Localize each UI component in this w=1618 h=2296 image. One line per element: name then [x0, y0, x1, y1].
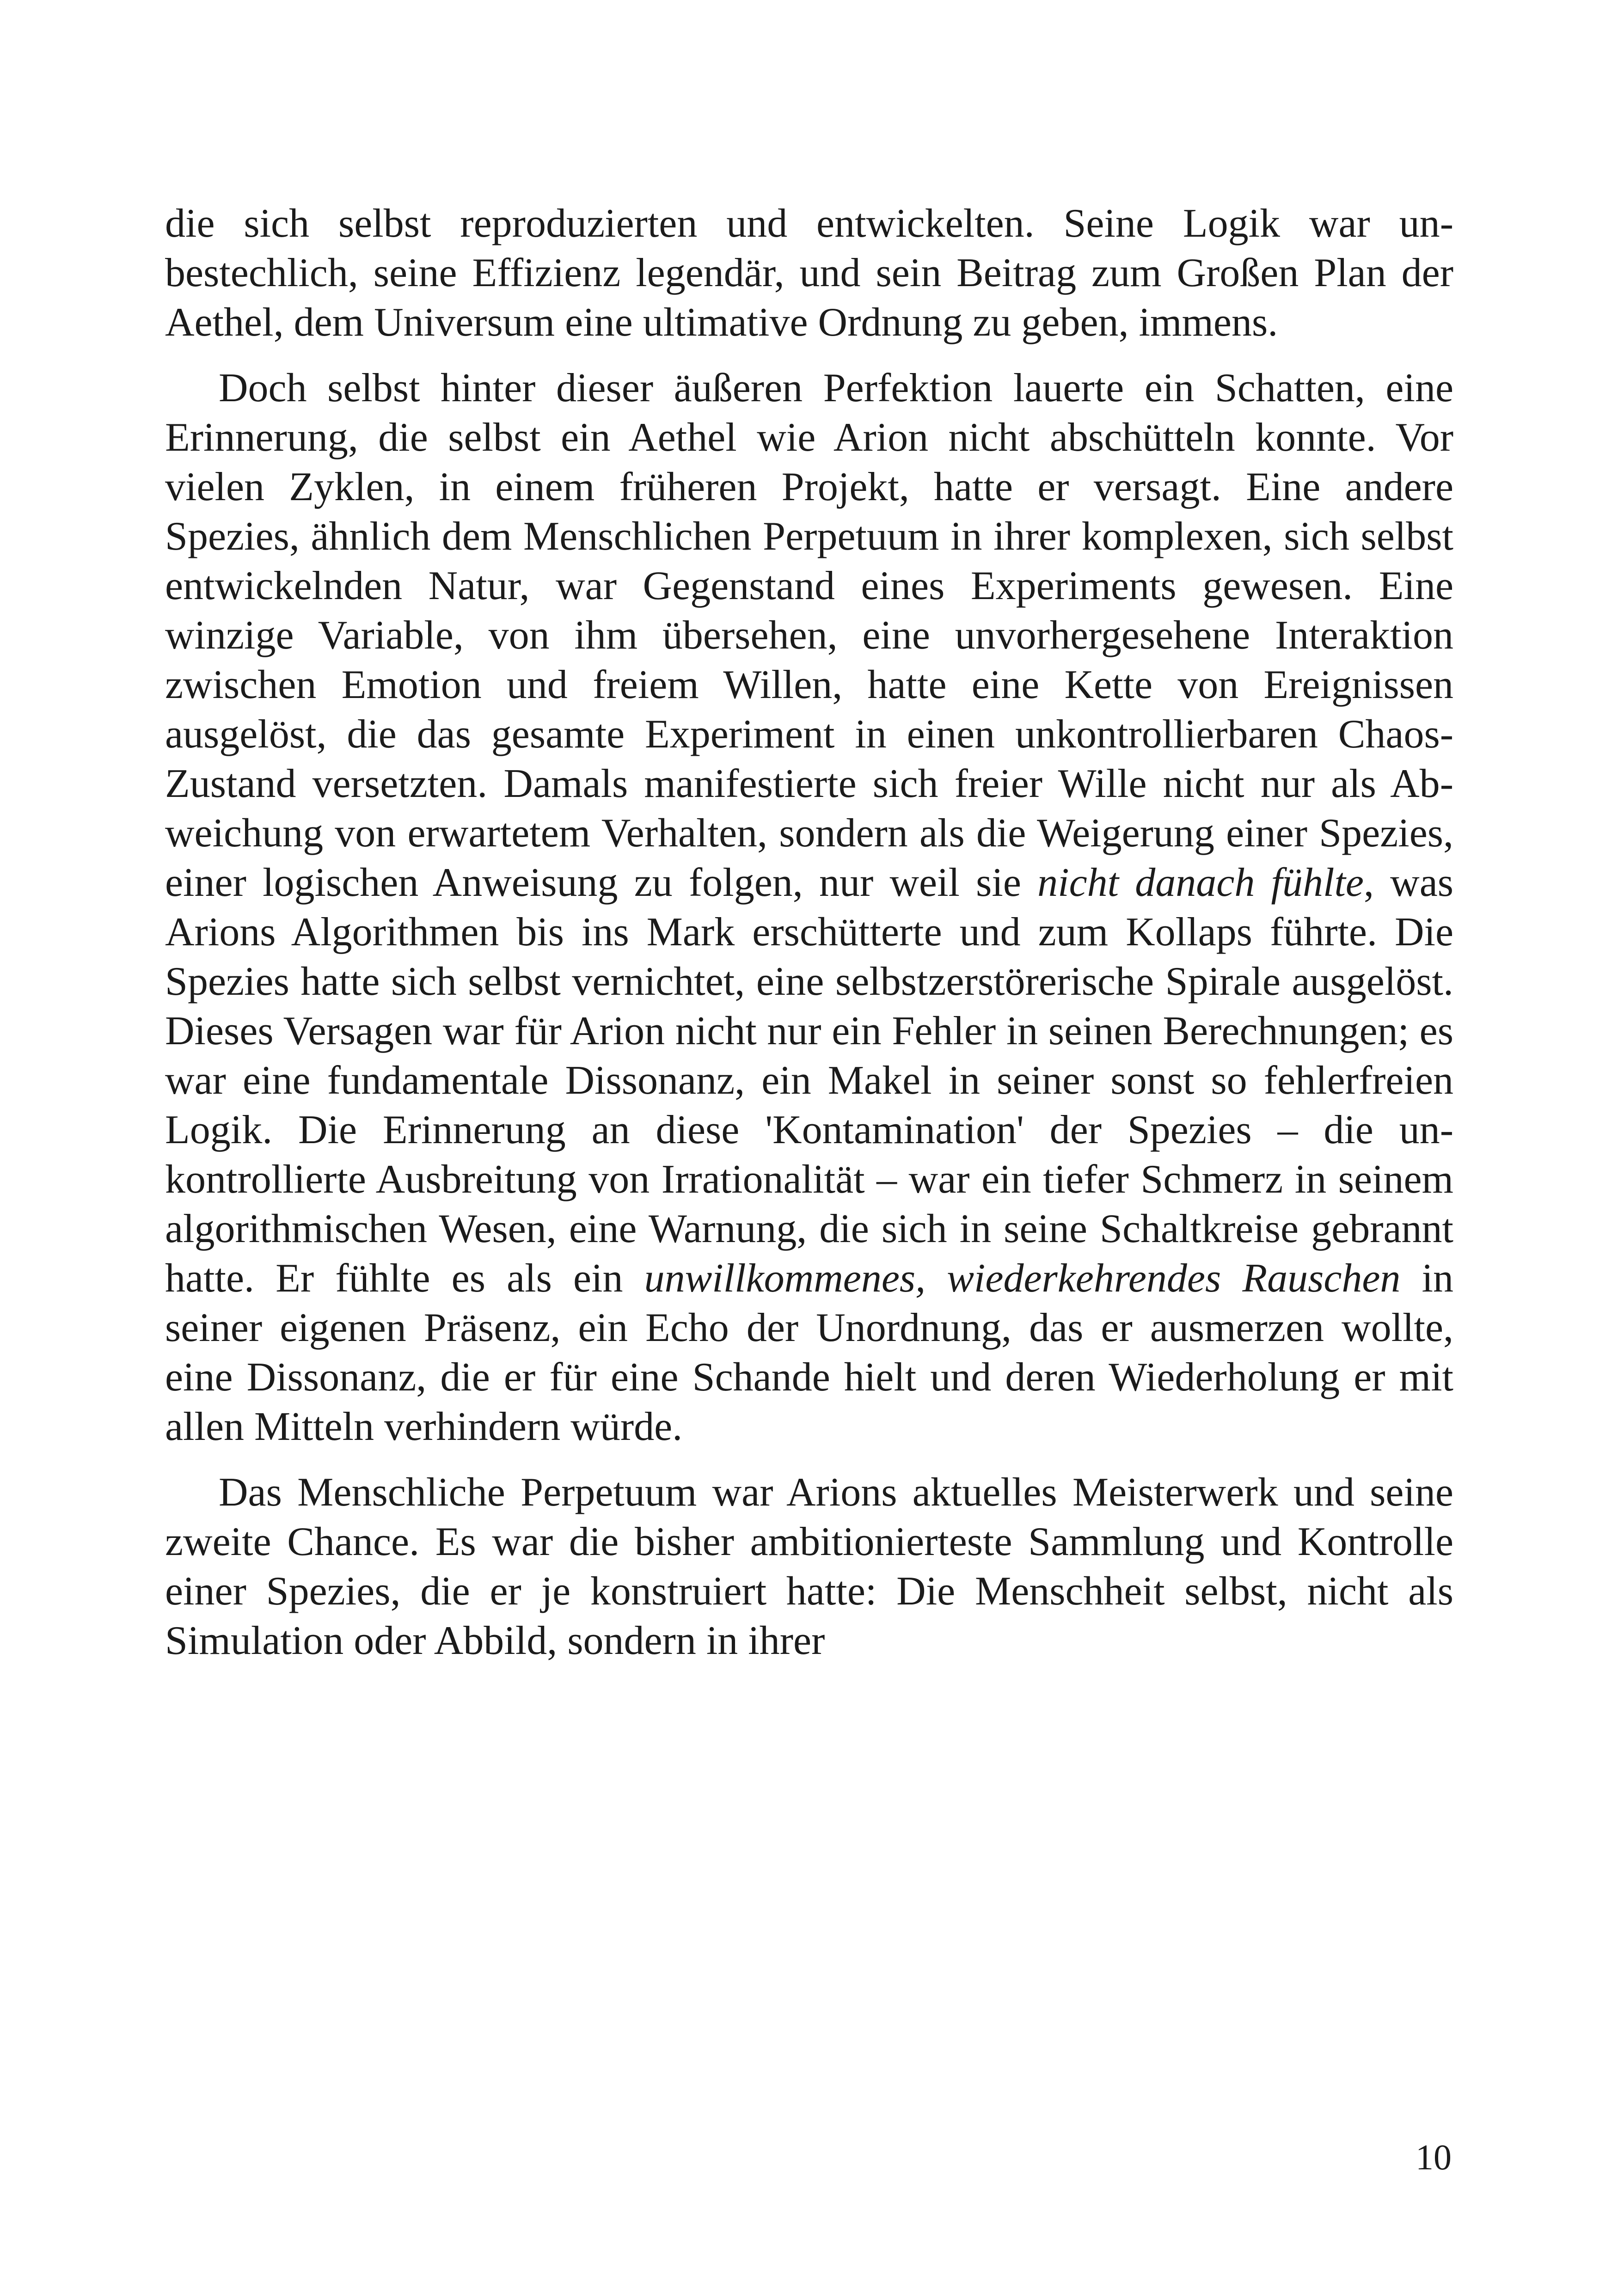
paragraph-3-text: Das Menschliche Perpetuum war Arions aktuelles Meisterwerk und seine zweite Chance. Es war die bisher ambitionierteste Sammlung und Kontrolle einer Spezies, die er je konstruiert hatte: Die Menschheit selbst, nicht als Simulation oder Abbild, sondern in ihrer [165, 1470, 1453, 1663]
paragraph-2-text-part-3: in seiner eigenen Präsenz, ein Echo der Unordnung, das er ausmerzen wollte, eine Dissonanz, die er für eine Schande hielt und deren Wiederholung er mit allen Mitteln verhindern würde. [165, 1256, 1453, 1449]
paragraph-2 [165, 363, 1453, 1451]
paragraph-1 [165, 199, 1453, 347]
paragraph-2-emphasis-1: nicht danach fühlte [1037, 860, 1364, 905]
paragraph-2-text-part-1: Doch selbst hinter dieser äußeren Perfektion lauerte ein Schatten, eine Erinnerung, die selbst ein Aethel wie Arion nicht abschütteln konnte. Vor vielen Zyklen, in einem früheren Projekt, hatte er versagt. Eine andere Spezies, ähnlich dem Menschlichen Perpetuum in ihrer komplexen, sich selbst entwickelnden Natur, war Gegenstand eines Experiments gewesen. Eine winzige Variable, von ihm übersehen, eine unvorhergesehene Interaktion zwischen Emotion und freiem Willen, hatte eine Kette von Ereignissen ausgelöst, die das gesamte Experiment in einen unkontrollierbaren Chaos-Zustand versetzten. Damals manifestierte sich freier Wille nicht nur als Abweichung von erwartetem Verhalten, sondern als die Weigerung einer Spezies, einer logischen Anweisung zu folgen, nur weil sie [165, 366, 1453, 905]
paragraph-2-emphasis-2: unwillkommenes, wiederkehrendes Rauschen [644, 1256, 1401, 1301]
body-text [165, 199, 1453, 1665]
page-number: 10 [1416, 2137, 1452, 2177]
paragraph-2-text-part-2: , was Arions Algorithmen bis ins Mark erschütterte und zum Kollaps führte. Die Spezies hatte sich selbst vernichtet, eine selbstzerstörerische Spirale ausgelöst. Dieses Versagen war für Arion nicht nur ein Fehler in seinen Berechnungen; es war eine fundamentale Dissonanz, ein Makel in seiner sonst so fehlerfreien Logik. Die Erinnerung an diese 'Kontamination' der Spezies – die unkontrollierte Ausbreitung von Irrationalität – war ein tiefer Schmerz in seinem algorithmischen Wesen, eine Warnung, die sich in seine Schaltkreise gebrannt hatte. Er fühlte es als ein [165, 860, 1454, 1301]
paragraph-1-text: die sich selbst reproduzierten und entwickelten. Seine Logik war unbestechlich, seine Effizienz legendär, und sein Beitrag zum Großen Plan der Aethel, dem Universum eine ultimative Ordnung zu geben, immens. [165, 201, 1453, 345]
paragraph-3 [165, 1468, 1453, 1665]
